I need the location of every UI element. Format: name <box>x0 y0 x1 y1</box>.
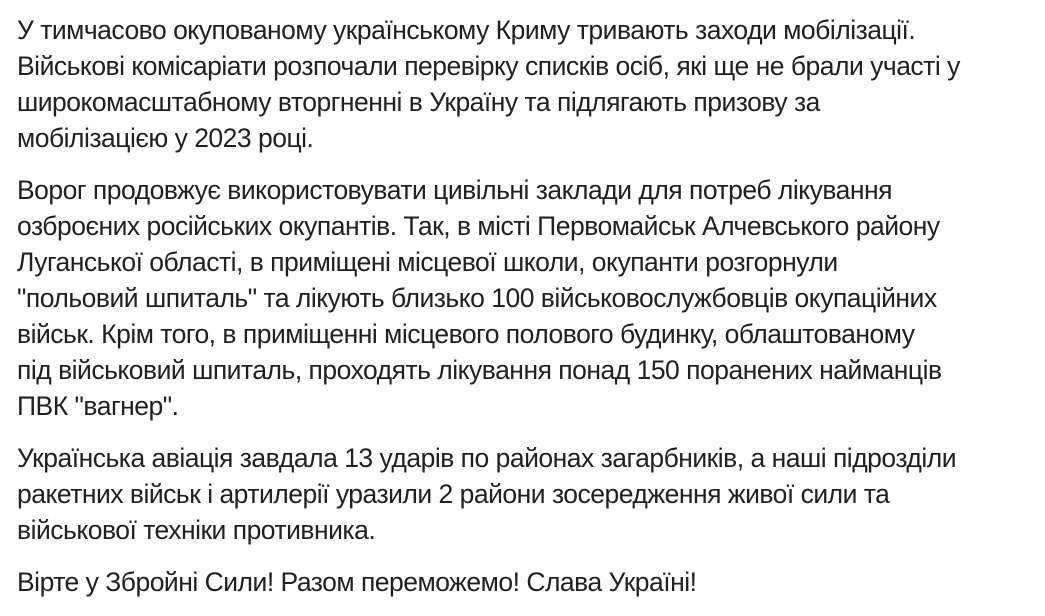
text-line: широкомасштабному вторгненні в Україну та підлягають призову за <box>17 87 820 117</box>
text-line: військової техніки противника. <box>17 515 376 545</box>
text-line: "польовий шпиталь" та лікують близько 100 військовослужбовців окупаційних <box>17 283 937 313</box>
text-line: У тимчасово окупованому українському Криму тривають заходи мобілізації. <box>17 15 916 45</box>
paragraph-aviation <box>17 440 1025 548</box>
text-line: Українська авіація завдала 13 ударів по районах загарбників, а наші підрозділи <box>17 443 957 473</box>
paragraph-slogan <box>17 564 1025 600</box>
paragraph-hospitals <box>17 172 1025 424</box>
text-line: мобілізацією у 2023 році. <box>17 123 314 153</box>
text-line: Вірте у Збройні Сили! Разом переможемо! Слава Україні! <box>17 567 697 597</box>
paragraph-mobilization <box>17 12 1025 156</box>
text-line: військ. Крім того, в приміщенні місцевого полового будинку, облаштованому <box>17 319 915 349</box>
text-line: озброєних російських окупантів. Так, в місті Первомайськ Алчевського району <box>17 211 940 241</box>
text-line: Луганської області, в приміщені місцевої школи, окупанти розгорнули <box>17 247 838 277</box>
text-line: ракетних військ і артилерії уразили 2 райони зосередження живої сили та <box>17 479 890 509</box>
text-line: Військові комісаріати розпочали перевірку списків осіб, які ще не брали участі у <box>17 51 960 81</box>
text-line: ПВК "вагнер". <box>17 391 179 421</box>
text-line: Ворог продовжує використовувати цивільні заклади для потреб лікування <box>17 175 893 205</box>
text-line: під військовий шпиталь, проходять лікування понад 150 поранених найманців <box>17 355 942 385</box>
